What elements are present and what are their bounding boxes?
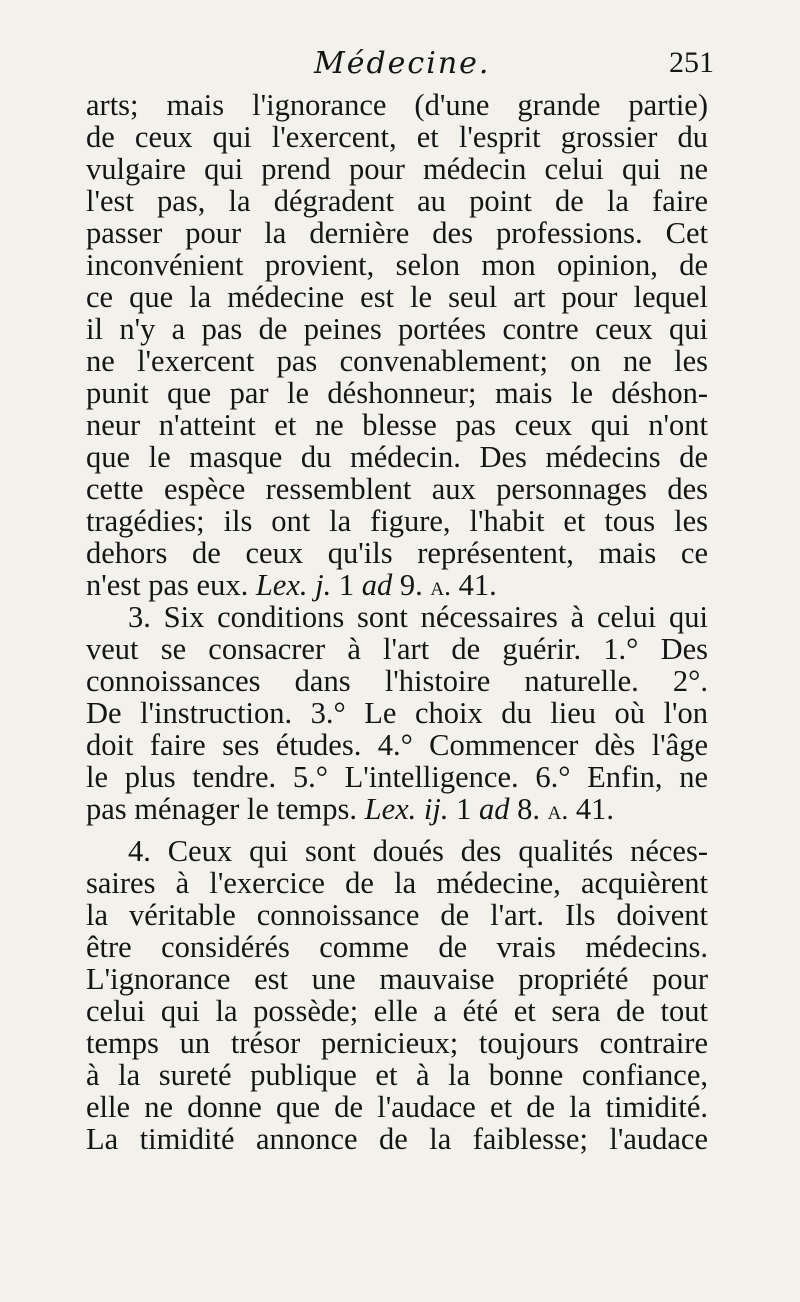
text-line: punit que par le déshonneur; mais le déshon- (86, 376, 708, 410)
citation-number: 1 (456, 792, 472, 826)
text-line: passer pour la dernière des professions. Cet (86, 216, 708, 250)
page-number: 251 (669, 46, 714, 79)
text-line: L'ignorance est une mauvaise propriété pour (86, 962, 708, 996)
citation-line (86, 569, 708, 601)
citation-law: Lex. ij. (364, 792, 449, 826)
citation-section: 8. (517, 792, 541, 826)
text-line: vulgaire qui prend pour médecin celui qui ne (86, 152, 708, 186)
citation-section: 9. (399, 568, 423, 602)
text-line: neur n'atteint et ne blesse pas ceux qui n'ont (86, 408, 708, 442)
text-line: arts; mais l'ignorance (d'une grande partie) (86, 88, 708, 122)
citation-aphorism: 41. (575, 792, 614, 826)
text-line: il n'y a pas de peines portées contre ceux qui (86, 312, 708, 346)
text-line: elle ne donne que de l'audace et de la timidité. (86, 1090, 708, 1124)
text-line: la véritable connoissance de l'art. Ils doivent (86, 898, 708, 932)
citation-aphorism: 41. (458, 568, 497, 602)
line-text: n'est pas eux. (86, 568, 249, 602)
page-header (86, 40, 714, 90)
text-line: connoissances dans l'histoire naturelle. 2°. (86, 664, 708, 698)
running-title: Médecine. (314, 46, 491, 81)
text-line: 3. Six conditions sont nécessaires à celui qui (128, 600, 708, 634)
citation-ad: ad (361, 568, 393, 602)
citation-ad: ad (479, 792, 510, 826)
text-line: saires à l'exercice de la médecine, acquièrent (86, 866, 708, 900)
text-line: l'est pas, la dégradent au point de la faire (86, 184, 708, 218)
text-line: que le masque du médecin. Des médecins de (86, 440, 708, 474)
page-body (86, 89, 708, 1155)
text-line: être considérés comme de vrais médecins. (86, 930, 708, 964)
text-line: 4. Ceux qui sont doués des qualités néces- (128, 834, 708, 868)
text-line: doit faire ses études. 4.° Commencer dès l'âge (86, 728, 708, 762)
text-line: cette espèce ressemblent aux personnages des (86, 472, 708, 506)
text-line: De l'instruction. 3.° Le choix du lieu où l'on (86, 696, 708, 730)
text-line: tragédies; ils ont la figure, l'habit et tous les (86, 504, 708, 538)
citation-line (86, 793, 708, 825)
text-line: ne l'exercent pas convenablement; on ne les (86, 344, 708, 378)
text-line: inconvénient provient, selon mon opinion, de (86, 248, 708, 282)
line-text: pas ménager le temps. (86, 792, 358, 826)
text-line: dehors de ceux qu'ils représentent, mais ce (86, 536, 708, 570)
text-line: temps un trésor pernicieux; toujours contraire (86, 1026, 708, 1060)
citation-law: Lex. j. (255, 568, 332, 602)
text-line: de ceux qui l'exercent, et l'esprit grossier du (86, 120, 708, 154)
text-line: à la sureté publique et à la bonne confiance, (86, 1058, 708, 1092)
citation-number: 1 (338, 568, 355, 602)
citation-aphorism-abbrev: a. (547, 795, 569, 825)
text-line: celui qui la possède; elle a été et sera de tout (86, 994, 708, 1028)
text-line: veut se consacrer à l'art de guérir. 1.° Des (86, 632, 708, 666)
text-line: le plus tendre. 5.° L'intelligence. 6.° Enfin, ne (86, 760, 708, 794)
citation-aphorism-abbrev: a. (430, 571, 451, 601)
text-line: La timidité annonce de la faiblesse; l'audace (86, 1122, 708, 1156)
text-line: ce que la médecine est le seul art pour lequel (86, 280, 708, 314)
